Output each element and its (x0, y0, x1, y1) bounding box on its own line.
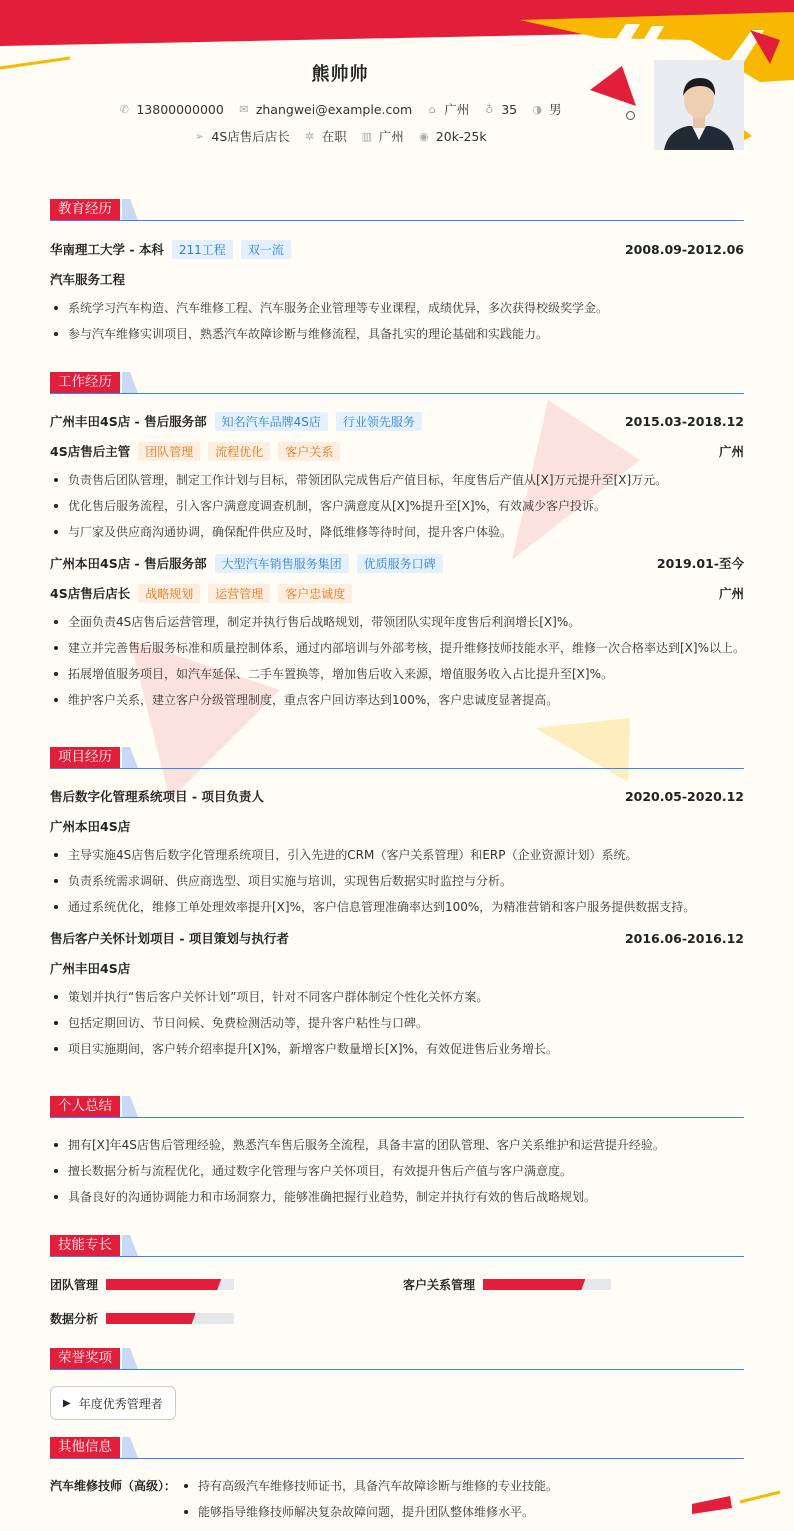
list-item: 通过系统优化，维修工单处理效率提升[X]%，客户信息管理准确率达到100%，为精准营销和客户服务提供数据支持。 (50, 894, 744, 920)
skill-tag: 团队管理 (138, 442, 200, 461)
skill-item (50, 1276, 98, 1293)
list-item: 主导实施4S店售后数字化管理系统项目，引入先进的CRM（客户关系管理）和ERP（企业资源计划）系统。 (50, 842, 744, 868)
section-title: 技能专长 (50, 1235, 120, 1256)
project-org-line (50, 956, 744, 980)
home-icon: ⌂ (428, 102, 436, 116)
section-header (50, 372, 744, 394)
play-icon: ▶ (63, 1397, 71, 1409)
work-bullets (50, 609, 744, 713)
gender-item (531, 100, 562, 118)
company-tag: 知名汽车品牌4S店 (215, 412, 328, 431)
projects-section (50, 747, 744, 1062)
list-item: 拓展增值服务项目，如汽车延保、二手车置换等，增加售后收入来源，增值服务收入占比提升至[X]%。 (50, 661, 744, 687)
list-item: 与厂家及供应商沟通协调，确保配件供应及时，降低维修等待时间，提升客户体验。 (50, 519, 744, 545)
target-position-value: 4S店售后店长 (211, 129, 290, 144)
email-item (238, 102, 412, 117)
award-name: 年度优秀管理者 (78, 1396, 163, 1411)
section-tail (122, 1437, 148, 1458)
project-entry-header (50, 784, 744, 808)
award-badge (50, 1386, 176, 1420)
target-city-item (361, 127, 404, 145)
honors-section (50, 1348, 744, 1420)
skill-tag: 客户关系 (278, 442, 340, 461)
list-item: 维护客户关系，建立客户分级管理制度，重点客户回访率达到100%，客户忠诚度显著提高。 (50, 687, 744, 713)
company-name: 广州本田4S店 - 售后服务部 (50, 556, 207, 571)
cake-icon: ♁ (485, 102, 494, 116)
skill-bar-fill (106, 1313, 196, 1324)
contact-row (0, 100, 680, 118)
list-item: 包括定期回访、节日问候、免费检测活动等，提升客户粘性与口碑。 (50, 1010, 744, 1036)
section-tail (122, 1235, 148, 1256)
project-date: 2020.05-2020.12 (624, 788, 744, 804)
list-item: 能够指导维修技师解决复杂故障问题，提升团队整体维修水平。 (180, 1499, 744, 1525)
list-item: 全面负责4S店售后运营管理，制定并执行售后战略规划，带领团队实现年度售后利润增长[X]%。 (50, 609, 744, 635)
skills-section (50, 1235, 744, 1330)
list-item: 系统学习汽车构造、汽车维修工程、汽车服务企业管理等专业课程，成绩优异，多次获得校级奖学金。 (50, 295, 744, 321)
section-tail (122, 199, 148, 220)
work-date: 2015.03-2018.12 (624, 413, 744, 429)
section-header (50, 1096, 744, 1118)
project-bullets (50, 842, 744, 920)
project-org-line (50, 814, 744, 838)
email-value: zhangwei@example.com (255, 101, 413, 117)
project-org: 广州丰田4S店 (50, 961, 131, 976)
target-position-item (193, 127, 289, 145)
phone-value: 13800000000 (136, 101, 224, 117)
gender-value: 男 (549, 102, 562, 117)
major-line (50, 267, 744, 291)
candidate-name: 熊帅帅 (311, 64, 369, 85)
summary-bullets (50, 1132, 744, 1210)
location-item (426, 100, 469, 118)
skill-tag: 客户忠诚度 (278, 584, 352, 603)
section-header (50, 199, 744, 221)
summary-section (50, 1096, 744, 1210)
role-line (50, 581, 744, 605)
skill-tag: 流程优化 (208, 442, 270, 461)
company-tag: 大型汽车销售服务集团 (215, 554, 349, 573)
building-icon: ▥ (361, 129, 372, 143)
section-title: 其他信息 (50, 1437, 120, 1458)
school-tag: 双一流 (241, 240, 291, 259)
skill-bar (106, 1279, 234, 1290)
company-tag: 优质服务口碑 (357, 554, 443, 573)
major: 汽车服务工程 (50, 272, 126, 287)
section-tail (122, 747, 148, 768)
list-item: 项目实施期间，客户转介绍率提升[X]%，新增客户数量增长[X]%，有效促进售后业务增长。 (50, 1036, 744, 1062)
work-section (50, 372, 744, 713)
section-title: 工作经历 (50, 372, 120, 393)
project-entry-header (50, 926, 744, 950)
section-tail (122, 1096, 148, 1117)
skill-tag: 运营管理 (208, 584, 270, 603)
salary-icon: ◉ (418, 129, 429, 143)
send-icon: ➢ (194, 129, 204, 143)
project-name: 售后客户关怀计划项目 - 项目策划与执行者 (50, 931, 289, 946)
work-bullets (50, 467, 744, 545)
company-name: 广州丰田4S店 - 售后服务部 (50, 414, 207, 429)
section-tail (122, 372, 148, 393)
list-item: 建立并完善售后服务标准和质量控制体系，通过内部培训与外部考核，提升维修技师技能水平，维修一次合格率达到[X]%以上。 (50, 635, 744, 661)
list-item: 擅长数据分析与流程优化，通过数字化管理与客户关怀项目，有效提升售后产值与客户满意度。 (50, 1158, 744, 1184)
list-item: 拥有[X]年4S店售后管理经验，熟悉汽车售后服务全流程，具备丰富的团队管理、客户关系维护和运营提升经验。 (50, 1132, 744, 1158)
skill-item (50, 1310, 98, 1327)
education-section (50, 199, 744, 347)
email-icon: ✉ (239, 102, 249, 116)
skill-bar (483, 1279, 611, 1290)
age-item (483, 102, 517, 117)
list-item: 持有高级汽车维修技师证书，具备汽车故障诊断与维修的专业技能。 (180, 1473, 744, 1499)
school-name: 华南理工大学 - 本科 (50, 242, 164, 257)
company-tag: 行业领先服务 (336, 412, 422, 431)
phone-item (118, 102, 223, 117)
list-item: 负责售后团队管理，制定工作计划与目标，带领团队完成售后产值目标，年度售后产值从[X]万元提升至[X]万元。 (50, 467, 744, 493)
section-tail (122, 1348, 148, 1369)
list-item: 负责系统需求调研、供应商选型、项目实施与培训，实现售后数据实时监控与分析。 (50, 868, 744, 894)
section-header (50, 747, 744, 769)
work-entry-header (50, 551, 744, 575)
section-header (50, 1348, 744, 1370)
education-entry-header (50, 237, 744, 261)
phone-icon: ✆ (119, 102, 129, 116)
work-entry-header (50, 409, 744, 433)
location-value: 广州 (444, 102, 470, 117)
status-item (304, 127, 347, 145)
project-bullets (50, 984, 744, 1062)
skill-tag: 战略规划 (138, 584, 200, 603)
section-title: 教育经历 (50, 199, 120, 220)
avatar (654, 60, 744, 150)
work-city: 广州 (718, 586, 744, 601)
status-icon: ✲ (305, 129, 315, 143)
section-title: 荣誉奖项 (50, 1348, 120, 1369)
skill-bar (106, 1313, 234, 1324)
school-tag: 211工程 (172, 240, 233, 259)
target-city-value: 广州 (378, 129, 404, 144)
other-label: 汽车维修技师（高级）： (50, 1479, 177, 1493)
skill-name: 数据分析 (50, 1312, 99, 1326)
skill-bar-fill (483, 1279, 585, 1290)
salary-item (418, 129, 487, 144)
project-name: 售后数字化管理系统项目 - 项目负责人 (50, 789, 264, 804)
work-date: 2019.01-至今 (656, 556, 744, 571)
skill-name: 客户关系管理 (403, 1278, 476, 1292)
project-org: 广州本田4S店 (50, 819, 131, 834)
role-line (50, 439, 744, 463)
education-bullets (50, 295, 744, 347)
list-item: 参与汽车维修实训项目，熟悉汽车故障诊断与维修流程，具备扎实的理论基础和实践能力。 (50, 321, 744, 347)
list-item: 具备良好的沟通协调能力和市场洞察力，能够准确把握行业趋势，制定并执行有效的售后战略规划。 (50, 1184, 744, 1210)
project-date: 2016.06-2016.12 (624, 930, 744, 946)
skill-name: 团队管理 (50, 1278, 99, 1292)
section-title: 个人总结 (50, 1096, 120, 1117)
status-value: 在职 (321, 129, 347, 144)
work-city: 广州 (718, 444, 744, 459)
other-section (50, 1437, 744, 1525)
section-title: 项目经历 (50, 747, 120, 768)
skill-bar-fill (106, 1279, 221, 1290)
age-value: 35 (501, 101, 518, 117)
role-title: 4S店售后主管 (50, 444, 131, 459)
role-title: 4S店售后店长 (50, 586, 131, 601)
section-header (50, 1437, 744, 1459)
job-intent-row (0, 127, 680, 145)
decor-circle (626, 111, 635, 120)
skill-item (403, 1276, 475, 1293)
list-item: 策划并执行“售后客户关怀计划”项目，针对不同客户群体制定个性化关怀方案。 (50, 984, 744, 1010)
education-date: 2008.09-2012.06 (624, 241, 744, 257)
section-header (50, 1235, 744, 1257)
other-bullets (180, 1473, 744, 1525)
list-item: 优化售后服务流程，引入客户满意度调查机制，客户满意度从[X]%提升至[X]%，有效减少客户投诉。 (50, 493, 744, 519)
salary-value: 20k-25k (435, 128, 487, 144)
other-entry (50, 1473, 744, 1525)
gender-icon: ◑ (532, 102, 542, 116)
